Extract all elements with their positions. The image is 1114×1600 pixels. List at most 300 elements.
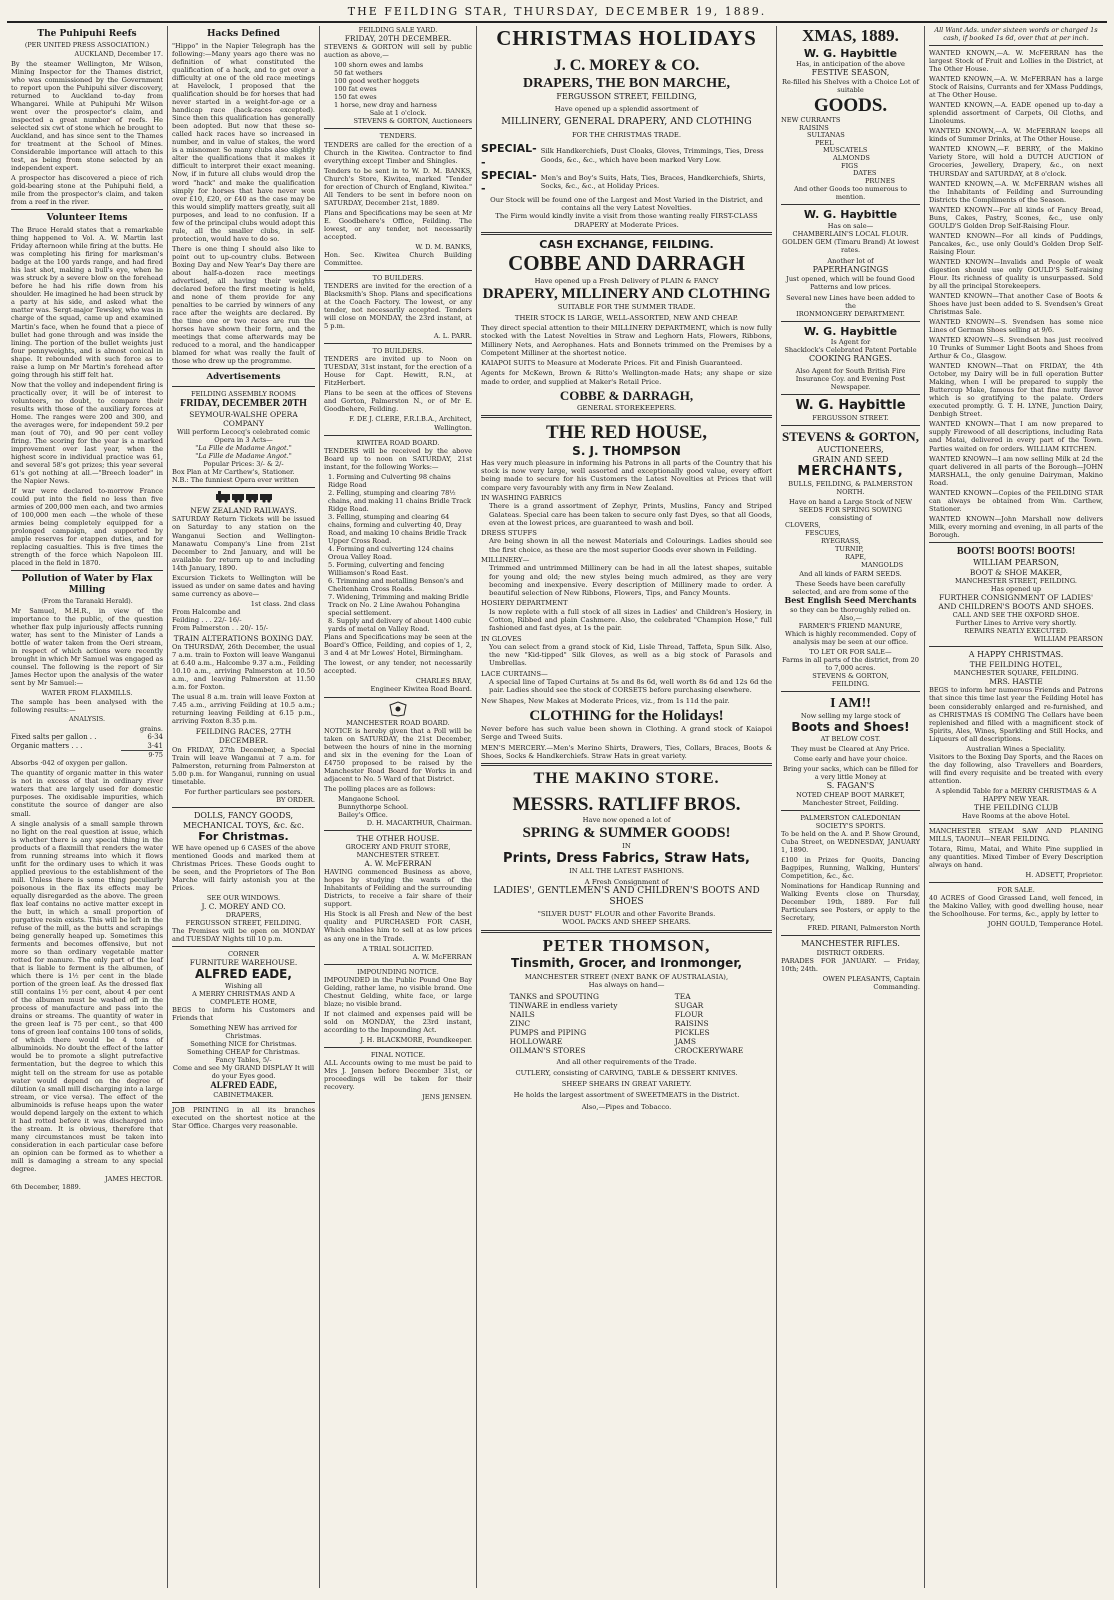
ad-signature: JOHN GOULD, Temperance Hotel. <box>987 920 1103 929</box>
ad-line: Re-filled his Shelves with a Choice Lot of suitable <box>782 77 919 94</box>
special-text: Men's and Boy's Suits, Hats, Ties, Braces, Handkerchiefs, Shirts, Socks, &c., &c., at Holiday Prices. <box>540 174 766 191</box>
ad-line: STEVENS & GORTON, <box>812 672 889 680</box>
ad-line: BULLS, FEILDING, & PALMERSTON NORTH. <box>788 480 913 497</box>
divider <box>929 45 1103 46</box>
ad-line: Come and see My GRAND DISPLAY It will do your Eyes good. <box>172 1064 315 1081</box>
ad-line: MANCHESTER STREET, FEILDING. <box>955 576 1077 585</box>
ad-heading: Boots and Shoes! <box>791 720 910 735</box>
works-item: 1. Forming and Culverting 98 chains Ridge Road <box>328 472 451 489</box>
ad-heading: Tinsmith, Grocer, and Ironmonger, <box>510 956 743 971</box>
ad-heading: TO BUILDERS. <box>372 273 424 282</box>
ad-paragraph: New Shapes, New Makes at Moderate Prices, viz., from 1s 11d the pair. <box>481 696 730 705</box>
stock-item: CROCKERYWARE <box>674 1046 744 1056</box>
ad-paragraph: A special line of Taped Curtains at 5s and 8s 6d, well worth 8s 6d and 12s 6d the pair. Ladies should see the stock of CORSETS before purchasing elsewhere. <box>489 677 772 695</box>
seed-item: TURNIP, <box>835 545 864 554</box>
article-paragraph: The Bruce Herald states that a remarkable thing happened to Vol. A. W. Martin last Friday afternoon while firing at the butts. He was completing his firing for marksman's badge at the 100 yards range, and had fired his last shot, making a bull's eye, when he was struck by a severe blow on the forehead before he had his rifle down from his shoulder. He imagined he had been struck by a party at his side, and asked what the matter was. Sergt-major Tewsley, who was in charge of the squad, came up and examined Martin's face, when he found that a piece of bullet had gone through and was inside the lining. The portion of the bullet weights just four pennyweights, and is almost conical in shape. It rebounded with such force as to raise a lump on Mr Martin's forehead after going through his stiff felt hat. <box>11 226 163 379</box>
ad-line: A MERRY CHRISTMAS AND A COMPLETE HOME, <box>192 990 295 1007</box>
ad-paragraph: Plans and Specifications may be seen at the Board's Office, Feilding, and copies of 1, 2, 3 and 4 at Mr Lowes' Hotel, Birmingham. <box>324 633 472 658</box>
ad-signature: D. H. MACARTHUR, Chairman. <box>366 818 472 827</box>
analysis-row <box>11 742 163 751</box>
ad-heading: FEILDING ASSEMBLY ROOMS <box>191 389 296 398</box>
dept-heading: MILLINERY— <box>481 556 530 564</box>
goods-item: FIGS <box>841 161 858 170</box>
ad-paragraph: On THURSDAY, 26th December, the usual 7 a.m. train to Foxton will leave Wanganui at 6.40 a.m., Halcombe 9.37 a.m., Feilding 10.10 a.m., arriving Palmerston at 10.50 a.m., and leaving Palmerston at 11.50 a.m. for Foxton. <box>172 643 315 692</box>
want-ad: WANTED KNOWN,—A. W. McFERRAN keeps all kinds of Summer Drinks, at The Other House. <box>929 127 1103 144</box>
article-title: Volunteer Items <box>46 213 128 224</box>
ad-line: TO LET OR FOR SALE— <box>809 647 892 656</box>
ad-heading: MILLINERY, GENERAL DRAPERY, AND CLOTHING <box>501 116 752 128</box>
divider <box>11 209 163 210</box>
ad-headline: THE RED HOUSE, <box>545 422 707 444</box>
works-item: 4. Forming and culverting 124 chains Oroua Valley Road. <box>328 544 454 561</box>
ad-heading: S. J. THOMPSON <box>572 444 681 459</box>
ad-line: THEIR STOCK IS LARGE, WELL-ASSORTED, NEW AND CHEAP. <box>514 313 739 322</box>
stock-list-right <box>675 992 744 1056</box>
fare-row: Feilding . . . 22/- 16/- <box>172 615 242 624</box>
ad-paragraph: ALL Accounts owing to me must be paid to Mrs J. Jensen before December 31st, or proceedings will be taken for their recovery. <box>324 1058 472 1092</box>
ad-heading: THE FEILDING HOTEL, <box>969 660 1063 670</box>
ad-line: Farms in all parts of the district, from 20 to 7,000 acres. <box>782 655 919 672</box>
ad-heading: GROCERY AND FRUIT STORE, MANCHESTER STREET. <box>345 843 451 860</box>
ad-line: "La Fille de Madame Angot." <box>195 444 292 453</box>
ad-line: CABINETMAKER. <box>213 1091 274 1100</box>
works-item: 5. Forming, culverting and fencing Williamson's Road East. <box>328 561 445 578</box>
ad-paragraph: Plans and Specifications may be seen at Mr E. Goodbehere's Office, Feilding. The lowest, or any tender, not necessarily accepted. <box>324 208 472 241</box>
ad-line: Shacklock's Celebrated Patent Portable <box>784 346 917 355</box>
article-dateline: AUCKLAND, December 17. <box>74 49 163 58</box>
article-title: Hacks Defined <box>207 29 280 39</box>
works-item: 6. Trimming and metalling Benson's and Cheltenham Cross Roads. <box>328 577 464 594</box>
article-paragraph: A prospector has discovered a piece of rich gold-bearing stone at the Puhipuhi field, a mile from the prospector's claim, and taken from a reef in the river. <box>11 174 163 207</box>
ad-heading: FOR SALE. <box>997 886 1035 895</box>
works-item: 3. Felling, stumping and clearing 64 chains, forming and culverting 40, Dray Road, and making 10 chains Bridle Track Upper Cross Road. <box>328 512 467 545</box>
ad-headline: XMAS, 1889. <box>802 26 899 45</box>
ad-line: Which is highly recommended. Copy of analysis may be seen at our office. <box>785 629 916 646</box>
want-ad: WANTED KNOWN,—F. BERRY, of the Makino Variety Store, will hold a DUTCH AUCTION of Groceries, Jewellery, Drapery, &c., on next THURSDAY and SATURDAY, at 8 o'clock. <box>929 145 1103 178</box>
ad-heading: DOLLS, FANCY GOODS, <box>193 810 294 820</box>
want-ad: WANTED KNOWN,—A. W. McFERRAN wishes all the Inhabitants of Feilding and Surrounding Districts the Compliments of the Season. <box>929 179 1103 204</box>
article-paragraph: Now that the volley and independent firing is practically over, it will be of interest to volunteers, no doubt, to compare their results with those of the auxiliary forces at Home. The ranges were 200 and 300, and the averages were, for independent 59.2 per man (out of 70), and 90 per cent volley firing. The scoring for the year is a marked improvement over last year, when the highest score in individual practice was 61, and several 58's got prizes; this year several 61's got nothing at all.—"Breech loader" in the Napier News. <box>11 380 163 486</box>
ad-signature: H. ADSETT, Proprietor. <box>1025 871 1103 880</box>
column-5 <box>777 26 925 1588</box>
works-item: 7. Widening, Trimming and making Bridle Track on No. 2 Line Awahou Pohangina special settlement. <box>328 593 469 618</box>
ad-line: Has opened up <box>990 584 1042 593</box>
ad-signature: Engineer Kiwitea Road Board. <box>370 685 472 694</box>
polling-list <box>324 795 472 819</box>
want-ad: WANTED KNOWN—I am now selling Milk at 2d the quart delivered in all parts of the Borough—JOHN MARSHALL, the only genuine Dairyman, Makino Road. <box>929 454 1103 487</box>
want-ad: WANTED KNOWN—S. Svendsen has just received 10 Trunks of Summer Light Boots and Shoes from Arthur & Co., Glasgow. <box>929 336 1103 361</box>
ad-paragraph: Hon. Sec. Kiwitea Church Building Committee. <box>324 250 472 267</box>
ad-line: Has, in anticipation of the above <box>796 60 905 69</box>
ad-line: Now selling my large stock of <box>800 712 901 721</box>
ad-line: A Fresh Consignment of <box>584 877 669 886</box>
ad-paragraph: There is a grand assortment of Zephyr, Prints, Muslins, Fancy and Striped Galateas. Special care has been taken to secure only fast Dyes, so that all Goods, even at the lowest prices, are guaranteed to wash and boil. <box>489 502 772 527</box>
ad-line: IN <box>622 842 631 851</box>
ad-line: FERGUSSON STREET. <box>812 414 889 423</box>
article-source: (PER UNITED PRESS ASSOCIATION.) <box>24 40 150 49</box>
seeds-list <box>781 522 920 569</box>
column-4 <box>477 26 777 1588</box>
divider <box>781 425 920 426</box>
article-paragraph: "Hippo" in the Napier Telegraph has the following:—Many years ago there was no definition of what constituted the qualification of a hack, and to get over a difficulty at one of the old race meetings at Havelock, I proposed that the qualification should be for horses that had never started in a weight-for-age or a handicap race (hack-races excepted). Since then this qualification has generally been adopted. But now that these so-called hack races have so increased in number, and in value of stakes, the word is a misnomer. So many clubs also slightly alter the qualifications that it makes it difficult to interpret their exact meaning. Now, if in future all clubs would drop the word "hack" and make the qualification simply for horses that have never won over £10, £20, or £40 as the case may be this would simplify matters greatly, suit all purposes, and lead to no confusion. If a few of the principal clubs would adopt this rule, all the smaller clubs, in self-protection, would have to do so. <box>172 41 315 243</box>
ad-paragraph: To be held on the A. and P. Show Ground, Cuba Street, on WEDNESDAY, JANUARY 1, 1890. <box>781 829 920 854</box>
goods-item: ALMONDS <box>833 154 870 163</box>
goods-item: RAISINS <box>799 123 829 132</box>
ad-line: And all kinds of FARM SEEDS. <box>799 569 902 578</box>
ad-line: These Seeds have been carefully selected, and are from some of the <box>792 579 909 596</box>
ad-paragraph: Is now replete with a full stock of all sizes in Ladies' and Children's Hosiery, in Cotton, Ribbed and plain Cashmere. Also, the celebrated "Champion Hose," full fashioned and fast dyes, at 1s the pair. <box>489 607 772 633</box>
ad-paragraph: If not claimed and expenses paid will be sold on MONDAY, the 23rd instant, according to the Impounding Act. <box>324 1009 472 1034</box>
ad-paragraph: TENDERS are invited up to Noon on TUESDAY, 31st instant, for the erection of a House for Capt. Hewitt, R.N., at FitzHerbert. <box>324 355 472 388</box>
stock-item: OILMAN'S STORES <box>509 1046 586 1056</box>
ad-line: Have on hand a Large Stock of NEW SEEDS FOR SPRING SOWING consisting of <box>789 498 912 523</box>
ad-line: A splendid Table for a MERRY CHRISTMAS & A HAPPY NEW YEAR. <box>935 786 1097 803</box>
want-ad: WANTED KNOWN,—A. EADE opened up to-day a splendid assortment of Carpets, Oil Cloths, and Linoleums. <box>929 101 1103 126</box>
ad-line: AT BELOW COST. <box>820 734 881 743</box>
ad-line: CALL AND SEE THE OXFORD SHOE. <box>952 611 1080 620</box>
ad-paragraph: HAVING commenced Business as above, hopes by studying the wants of the Inhabitants of Feilding and the surrounding Districts, to receive a fair share of their support. <box>324 868 472 909</box>
ad-heading: For Christmas. <box>198 830 289 844</box>
goods-item: SULTANAS <box>807 131 845 140</box>
article-paragraph: If war were declared to-morrow France could put into the field no less than five armies of 200,000 men each, and two armies of 100,000 men each —the whole of these armies being completely equipped for a prolonged campaign, and supported by ample reserves for etappen duties, and for replacing casualties. This is five times the strength of the force which Napoleon III. placed in the field in 1870. <box>11 487 163 568</box>
works-item: 2. Felling, stumping and clearing 78½ chains, and making 11 chains Bridle Track Ridge Road. <box>328 488 471 513</box>
ad-line: Something NEW has arrived for Christmas. <box>189 1024 298 1041</box>
ad-line: He holds the largest assortment of SWEETMEATS in the District. <box>513 1091 740 1100</box>
fare-header: 1st class. 2nd class <box>250 599 315 608</box>
ad-line: Fancy Tables, 5/- <box>215 1056 272 1065</box>
analysis-row <box>11 733 163 742</box>
ad-paragraph: Trimmed and untrimmed Millinery can be had in all the latest shapes, suitable for young and old; the new styles being much admired, as they are very becoming and inexpensive. Every description of Millinery made to order. A beautiful selection of New Ribbons, Flowers, Tips, and Fancy Mounts. <box>489 564 772 598</box>
ad-paragraph: MEN'S MERCERY.—Men's Merino Shirts, Drawers, Ties, Collars, Braces, Boots & Shoes, Socks & Handkerchiefs. Straw Hats in great variety. <box>481 743 772 760</box>
ad-paragraph: The lowest, or any tender, not necessarily accepted. <box>324 659 472 676</box>
ad-line: NOTED CHEAP BOOT MARKET, Manchester Street, Feilding. <box>796 790 905 807</box>
sale-item: 150 fat ewes <box>334 93 377 102</box>
divider <box>481 930 772 933</box>
ad-heading: W. G. Haybittle <box>803 46 898 60</box>
ad-line: GENERAL STOREKEEPERS. <box>576 403 677 412</box>
ad-paragraph: NOTICE is hereby given that a Poll will be taken on SATURDAY, the 21st December, between the hours of nine in the morning and six in the evening for the Loan of £4750 proposed to be raised by the Manchester Road Board for Works in and adjacent to No. 5 Ward of that District. <box>324 726 472 783</box>
ad-heading: W. G. Haybittle <box>803 324 898 338</box>
goods-item: NEW CURRANTS <box>781 116 841 125</box>
ad-heading: PAPERHANGINGS <box>812 264 889 274</box>
ad-heading: NEW ZEALAND RAILWAYS. <box>190 506 297 516</box>
divider <box>481 415 772 418</box>
divider <box>481 763 772 766</box>
ad-paragraph: SATURDAY Return Tickets will be issued on Saturday to any station on the Wanganui Section and Wellington-Manawatu Company's Line from 21st December to 2nd January, and will be available for return up to and including 14th January, 1890. <box>172 515 315 572</box>
ad-heading: TRAIN ALTERATIONS BOXING DAY. <box>173 633 314 643</box>
ad-paragraph: TENDERS are invited for the erection of a Blacksmith's Shop. Plans and specifications at the Coach Factory. The lowest, or any tender, not necessarily accepted. Tenders will close on MONDAY, the 23rd instant, at 5 p.m. <box>324 282 472 331</box>
dept-heading: HOSIERY DEPARTMENT <box>481 599 568 608</box>
divider <box>781 810 920 811</box>
dept-heading: IN WASHING FABRICS <box>481 494 562 503</box>
ad-line: Another lot of <box>827 256 874 265</box>
works-item: 8. Supply and delivery of about 1400 cubic yards of metal on Valley Road. <box>328 617 472 634</box>
ad-line: Australian Wines a Speciality. <box>966 744 1066 753</box>
article-signature: JAMES HECTOR. <box>104 1174 163 1183</box>
ad-heading: SEYMOUR-WALSHE OPERA COMPANY <box>189 409 298 428</box>
column-6 <box>925 26 1107 1588</box>
ad-heading: ALFRED EADE, <box>195 967 292 982</box>
analysis-value: 6·34 <box>147 733 163 742</box>
ad-line: FARMER'S FRIEND MANURE, <box>798 621 903 630</box>
sale-item: 1 horse, new dray and harness <box>334 101 437 110</box>
ad-headline: CHRISTMAS HOLIDAYS <box>496 26 757 50</box>
ad-line: FOR THE CHRISTMAS TRADE. <box>571 130 682 139</box>
goods-item: DATES <box>853 169 877 178</box>
divider <box>172 807 315 808</box>
ad-paragraph: The polling places are as follows: <box>324 784 436 793</box>
ad-heading: Prints, Dress Fabrics, Straw Hats, <box>503 850 750 866</box>
ad-headline: GOODS. <box>813 94 888 116</box>
analysis-value: 3·41 <box>147 741 163 750</box>
seed-item: MANGOLDS <box>861 561 904 569</box>
ad-signature: STEVENS & GORTON, Auctioneers <box>353 117 472 126</box>
ad-heading: AUCTIONEERS, <box>817 444 884 454</box>
column-2 <box>168 26 320 1588</box>
ad-headline: CLOTHING for the Holidays! <box>529 707 724 724</box>
stock-item: ZINC <box>509 1019 531 1029</box>
special-row <box>481 169 772 196</box>
ad-line: Also Agent for South British Fire Insurance Coy. and Evening Post Newspaper. <box>795 367 906 392</box>
goods-item: MUSCATELS <box>823 146 868 155</box>
special-text: Silk Handkerchiefs, Dust Cloaks, Gloves, Trimmings, Ties, Dress Goods, &c., &c., which have been marked Very Low. <box>540 147 764 164</box>
ad-line: CORNER <box>228 950 259 959</box>
ad-headline: SPRING & SUMMER GOODS! <box>522 825 731 842</box>
ad-line: Also,—Pipes and Tobacco. <box>581 1102 672 1111</box>
stock-item: SUGAR <box>674 1000 704 1010</box>
ad-line: MANCHESTER STREET (NEXT BANK OF AUSTRALASIA), <box>524 973 729 982</box>
goods-list <box>781 117 920 185</box>
divider <box>324 830 472 831</box>
ad-line: so they can be thoroughly relied on. <box>790 605 911 614</box>
sale-item: 100 good wether hoggets <box>334 77 420 86</box>
ad-heading: MECHANICAL TOYS, &c. &c. <box>182 820 305 830</box>
ad-paragraph: BEGS to inform his Customers and Friends that <box>172 1006 315 1023</box>
ad-heading: COOKING RANGES. <box>808 354 893 364</box>
crest-icon <box>387 701 409 717</box>
ad-paragraph: His Stock is all Fresh and New of the best quality and PURCHASED FOR CASH, Which enables him to sell at as low prices as any one in the Trade. <box>324 910 472 943</box>
ad-paragraph: JOB PRINTING in all its branches executed on the shortest notice at the Star Office. Charges very reasonable. <box>172 1106 315 1131</box>
special-label: SPECIAL-- <box>481 142 537 169</box>
article-title: Pollution of Water by Flax Milling <box>21 574 153 596</box>
stock-item: TANKS and SPOUTING <box>509 991 600 1001</box>
ad-line: SUITABLE FOR THE SUMMER TRADE. <box>557 303 696 312</box>
article-title: The Puhipuhi Reefs <box>37 29 137 39</box>
ad-heading: J. C. MOREY AND CO. <box>201 901 286 911</box>
ad-heading: Best English Seed Merchants <box>784 595 917 605</box>
ad-heading: FEILDING SALE YARD. <box>358 26 438 34</box>
column-1 <box>7 26 168 1588</box>
ad-paragraph: MANCHESTER STEAM SAW AND PLANING MILLS, TAONUI—NEAR FEILDING. <box>929 827 1103 844</box>
stock-item: TEA <box>674 991 691 1001</box>
ad-signature: J. H. BLACKMORE, Poundkeeper. <box>360 1035 472 1044</box>
ad-paragraph: Nominations for Handicap Running and Walking Events close on Thursday, December 19th, 1889. For full Particulars see Posters, or apply to the Secretary, <box>781 882 920 923</box>
sale-item: 100 fat ewes <box>334 85 377 94</box>
train-icon <box>214 491 274 503</box>
ad-line: Have Rooms at the above Hotel. <box>962 812 1070 821</box>
ad-headline: I AM!! <box>830 696 871 712</box>
ad-paragraph: They direct special attention to their MILLINERY DEPARTMENT, which is now fully stocked with the Latest Novelties in Straw and Leghorn Hats, Flowers, Ribbons, Millinery Nets, and Aerophanes. Hats and Bonnets trimmed on the Premises by a Competent Milliner at the shortest notice. <box>481 324 772 357</box>
divider <box>929 646 1103 647</box>
analysis-unit: grains. <box>139 725 163 734</box>
divider <box>11 570 163 571</box>
analysis-heading: WATER FROM FLAXMILLS. <box>41 688 133 697</box>
article-paragraph: Mr Samuel, M.H.R., in view of the importance to the public, of the question whether flax pulp injuriously affects running water, has sent to the Minister of Lands a bottle of water taken from the Oeri stream, in respect of which actions were recently brought in which Mr Samuel was engaged as counsel. The following is the report of Sir James Hector upon the analysis of the water sent by Mr Samuel:— <box>11 607 163 688</box>
ad-signature: A. W. McFERRAN <box>412 952 472 961</box>
divider <box>172 487 315 488</box>
works-list <box>324 473 472 634</box>
ad-line: IRONMONGERY DEPARTMENT. <box>796 309 905 318</box>
divider <box>481 232 772 235</box>
want-ad: WANTED KNOWN—John Marshall now delivers Milk, every morning and evening, in all parts of the Borough. <box>929 514 1103 539</box>
section-title: Advertisements <box>206 372 281 383</box>
polling-place: Mangaone School. <box>338 794 400 803</box>
ad-line: Have opened up a Fresh Delivery of PLAIN & FANCY <box>534 276 719 285</box>
divider <box>324 1047 472 1048</box>
want-ad: WANTED KNOWN—That another Case of Boots & Shoes have just been added to S. Svendsen's Great Christmas Sale. <box>929 291 1103 316</box>
stock-item: HOLLOWARE <box>509 1037 563 1047</box>
want-ad: WANTED KNOWN—S. Svendsen has some nice Lines of German Shoes selling at 9/6. <box>929 318 1103 335</box>
ad-paragraph: The Premises will be open on MONDAY and TUESDAY Nights till 10 p.m. <box>172 927 315 944</box>
divider <box>929 882 1103 883</box>
divider <box>172 1102 315 1103</box>
ad-heading: FEILDING RACES, 27TH DECEMBER. <box>195 727 292 746</box>
ad-heading: ALFRED EADE, <box>210 1080 277 1091</box>
ad-paragraph: TENDERS are called for the erection of a Church in the Kiwitea. Contractor to find everything except Timber and Shingles. <box>324 140 472 165</box>
stock-list-left <box>510 992 618 1056</box>
ad-date: FRIDAY, 20TH DECEMBER. <box>344 34 452 44</box>
ad-line: "La Fille de Madame Angot." <box>195 452 292 461</box>
ad-paragraph: Has very much pleasure in informing his Patrons in all parts of the Country that his stock is now very large, well assorted and exceptionally good value, every effort being made to secure for his Customers the Latest Novelties at Prices that will compare very favourably with any firm in New Zealand. <box>481 458 772 492</box>
goods-item: PEEL <box>815 138 834 147</box>
divider <box>324 435 472 436</box>
want-ad: WANTED KNOWN—For all kinds of Fancy Bread, Buns, Cakes, Pastry, Scones, &c., use only GOULD'S Golden Drop Self-Raising Flour. <box>929 205 1103 230</box>
ad-line: SEE OUR WINDOWS. <box>206 893 281 902</box>
ad-heading: MANCHESTER RIFLES. <box>801 939 900 949</box>
ad-heading: FURTHER CONSIGNMENT OF LADIES' AND CHILDREN'S BOOTS AND SHOES. <box>938 592 1094 612</box>
seed-item: RYEGRASS, <box>821 537 861 546</box>
ad-paragraph: Plans to be seen at the offices of Stevens and Gorton, Palmerston N., or of Mr E. Goodbehere, Feilding. <box>324 389 472 414</box>
seed-item: CLOVERS, <box>785 521 821 530</box>
ad-line: CUTLERY, consisting of CARVING, TABLE & DESSERT KNIVES. <box>515 1068 738 1077</box>
article-source: (From the Taranaki Herald). <box>41 597 133 606</box>
divider <box>324 697 472 698</box>
ad-heading: BOOT & SHOE MAKER, <box>969 567 1063 577</box>
ad-headline: J. C. MOREY & CO. <box>553 56 700 74</box>
polling-place: Bailey's Office. <box>338 810 388 819</box>
analysis-label: Fixed salts per gallon . . <box>11 733 97 742</box>
ad-line: The Firm would kindly invite a visit from those wanting really FIRST-CLASS DRAPERY at Moderate Prices. <box>495 212 758 229</box>
ads-header: All Want Ads. under sixteen words or charged 1s cash, if booked 1s 6d, over that at per inch. <box>934 26 1098 43</box>
ad-headline: DRAPERS, THE BON MARCHE, <box>522 76 731 92</box>
divider <box>172 946 315 947</box>
ad-heading: IMPOUNDING NOTICE. <box>357 967 439 976</box>
ad-headline: DRAPERY, MILLINERY AND CLOTHING <box>482 286 771 303</box>
ad-paragraph: 40 ACRES of Good Grassed Land, well fenced, in the Makino Valley, with good dwelling house, near the Schoolhouse. For terms, &c., apply by letter to <box>929 894 1103 919</box>
ad-signature: W. D. M. BANKS, <box>415 242 472 251</box>
masthead: THE FEILDING STAR, THURSDAY, DECEMBER 19, 1889. <box>7 5 1107 23</box>
ad-paragraph: Tenders to be sent in to W. D. M. BANKS, Church's Store, Kiwitea, marked "Tender for erection of Church of England, Kiwitea." All Tenders to be sent in before noon on SATURDAY, December 21st, 1889. <box>324 166 472 207</box>
ad-line: And all other requirements of the Trade. <box>556 1057 697 1066</box>
ad-heading: PALMERSTON CALEDONIAN SOCIETY'S SPORTS. <box>800 813 901 830</box>
stock-item: JAMS <box>674 1037 696 1047</box>
ad-paragraph: Never before has such value been shown in Clothing. A grand stock of Kaiapoi Serge and Tweed Suits. <box>481 725 772 742</box>
ad-line: They must be Cleared at Any Price. <box>791 744 910 753</box>
want-ad: WANTED KNOWN—Copies of the FEILDING STAR can always be obtained from Wm. Carthew, Stationer. <box>929 488 1103 513</box>
newspaper-page <box>7 5 1107 1590</box>
ad-paragraph: TENDERS will be received by the above Board up to noon on SATURDAY, 21st instant, for the following Works:— <box>324 446 472 471</box>
article-paragraph: There is one thing I should also like to point out to up-country clubs. Between Boxing Day and New Year's Day there are about half-a-dozen race meetings advertised, all having their weights declared before the first meeting is held, and none of them provide for any penalties to be carried by winners of any race after the weights are declared. By the time one or two races are run the horses have shown their form, and the meetings that come afterwards may be reduced to a moral, and the handicapper blamed for what was really the fault of those who drew up the programme. <box>172 244 315 366</box>
article-paragraph: By the steamer Wellington, Mr Wilson, Mining Inspector for the Thames district, who was commissioned by the Government to report upon the Puhipuhi silver discovery, returned to Auckland to-day from Whangarei. While at Puhipuhi Mr Wilson went over the prospector's claim, and inspected a great number of reefs. He selected six cwt of stone which he brought to Auckland, and has since sent to the Thames for treatment at the School of Mines. Considerable importance will attach to this test, as being from stone selected by an independent expert. <box>11 59 163 172</box>
ad-headline: BOOTS! BOOTS! BOOTS! <box>956 545 1076 557</box>
divider <box>929 542 1103 543</box>
article-paragraph: The sample has been analysed with the following results:— <box>11 698 163 715</box>
divider <box>324 343 472 344</box>
ad-line: Has always on hand— <box>588 981 665 990</box>
ad-line: Something CHEAP for Christmas. <box>186 1048 301 1057</box>
ad-heading: THE FEILDING CLUB <box>973 802 1059 812</box>
columns <box>7 26 1107 1588</box>
ad-date: FRIDAY, DECEMBER 20TH <box>180 397 307 409</box>
ad-line: Our Stock will be found one of the Largest and Most Varied in the District, and contains all the very Latest Novelties. <box>490 195 763 212</box>
ad-signature: WILLIAM PEARSON <box>1033 635 1103 644</box>
want-ad: WANTED KNOWN—For all kinds of Puddings, Pancakes, &c., use only Gould's Golden Drop Self-Raising Flour. <box>929 231 1103 256</box>
ad-line: Has on sale— <box>827 221 874 230</box>
ad-line: Have opened up a splendid assortment of <box>554 104 699 113</box>
ad-heading: MANCHESTER ROAD BOARD. <box>346 718 450 727</box>
ad-paragraph: Agents for McKewn, Brown & Ritto's Wellington-made Hats; any shape or size made to order, and supplied at Maker's Retail Price. <box>481 369 772 386</box>
ad-line: Also,— <box>839 613 862 622</box>
ad-line: Sale at 1 o'clock. <box>369 109 427 118</box>
ad-headline: MESSRS. RATLIFF BROS. <box>512 793 741 815</box>
seed-item: RAPE, <box>845 553 867 562</box>
dept-heading: DRESS STUFFS <box>481 529 537 538</box>
ad-paragraph: Visitors to the Boxing Day Sports, and the Races on the day following, also Travellers and Boarders, will find every requisite and be treated with every attention. <box>929 752 1103 785</box>
ad-paragraph: Are being shown in all the newest Materials and Colourings. Ladies should see the first choice, as these are the most superior Goods ever shown in Feilding. <box>489 537 772 554</box>
ad-heading: CASH EXCHANGE, FEILDING. <box>539 237 714 251</box>
stock-lists <box>481 992 772 1056</box>
ad-line: And other Goods too numerous to mention. <box>793 185 908 202</box>
ad-signature: CHARLES BRAY, <box>415 677 472 686</box>
ad-headline: PETER THOMSON, <box>542 935 711 955</box>
ad-line: Wishing all <box>224 982 263 991</box>
ad-paragraph: STEVENS & GORTON will sell by public auction as above,— <box>324 43 472 60</box>
stock-item: PICKLES <box>674 1028 710 1038</box>
analysis-heading: ANALYSIS. <box>69 715 105 724</box>
special-label: SPECIAL-- <box>481 168 537 196</box>
sale-item: 50 fat wethers <box>334 69 383 78</box>
seed-item: FESCUES, <box>805 529 841 538</box>
divider <box>172 368 315 369</box>
divider <box>781 691 920 692</box>
ad-paragraph: WE have opened up 6 CASES of the above mentioned Goods and marked them at Christmas Prices. These Goods ought to be seen, and the Proprietors of The Bon Marche will fairly astonish you at the Prices. <box>172 843 315 892</box>
goods-item: PRUNES <box>865 176 896 185</box>
ad-signature: FRED. PIRANI, Palmerston North <box>807 924 920 933</box>
stock-item: NAILS <box>509 1009 535 1019</box>
ad-line: Just opened, which will be found Good Patterns and low prices. <box>786 274 915 291</box>
ad-line: Come early and have your choice. <box>793 754 908 763</box>
ad-paragraph: The usual 8 a.m. train will leave Foxton at 7.45 a.m., arriving Feilding at 10.5 a.m.; returning leaving Feilding at 6.15 p.m., arriving Foxton 8.35 p.m. <box>172 693 315 726</box>
ad-headline: STEVENS & GORTON, <box>782 429 919 445</box>
article-paragraph: Absorbs ·042 of oxygen per gallon. <box>11 759 128 768</box>
ad-line: Popular Prices: 3/- & 2/- <box>203 460 284 469</box>
ad-line: Something NICE for Christmas. <box>190 1040 297 1049</box>
ad-paragraph: You can select from a grand stock of Kid, Lisle Thread, Taffeta, Spun Silk. Also, the new "Kid-tipped" Silk Gloves, as well as a big stock of Parasols and Umbrellas. <box>489 642 772 668</box>
ad-signature: BY ORDER. <box>276 795 315 804</box>
ad-line: FERGUSSON STREET, FEILDING, <box>556 92 697 102</box>
ad-heading: LADIES', GENTLEMEN'S AND CHILDREN'S BOOTS AND SHOES <box>493 886 760 908</box>
ad-line: SHEEP SHEARS IN GREAT VARIETY. <box>561 1080 692 1089</box>
